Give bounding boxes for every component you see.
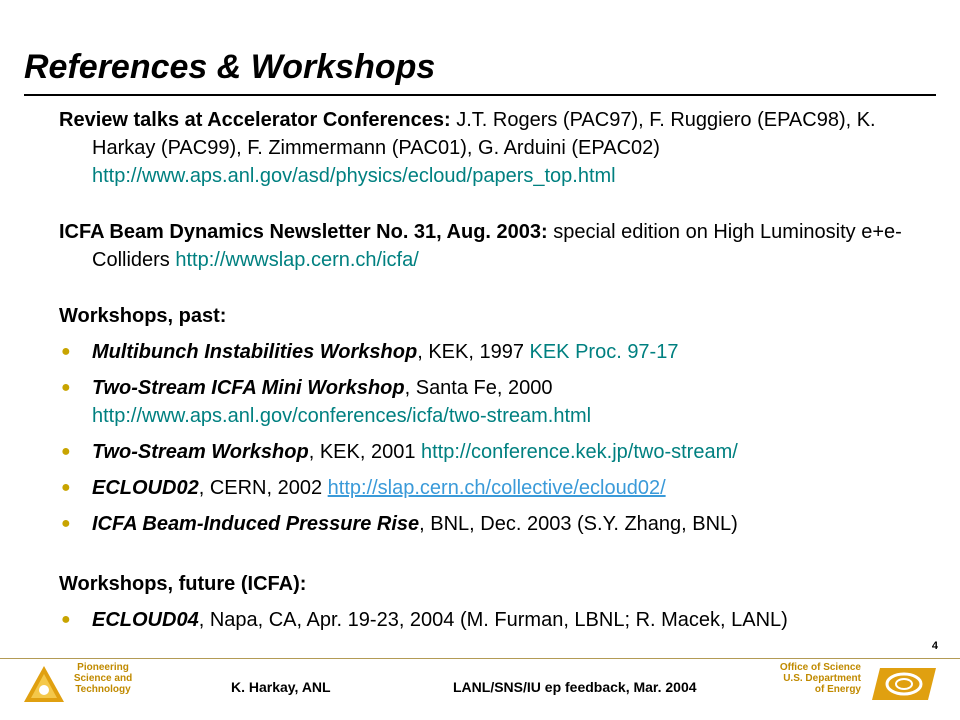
list-item — [59, 438, 939, 466]
footer-event: LANL/SNS/IU ep feedback, Mar. 2004 — [453, 679, 697, 695]
workshop-name: ICFA Beam-Induced Pressure Rise — [92, 513, 420, 535]
review-talks-text: J.T. Rogers (PAC97), F. Ruggiero (EPAC98), K. Harkay (PAC99), F. Zimmermann (PAC01), G. Arduini (EPAC02) — [92, 109, 876, 159]
bullet-icon: ● — [61, 479, 71, 496]
argonne-logo-icon — [22, 664, 66, 704]
bullet-icon: ● — [61, 379, 71, 396]
workshop-details: , KEK, 1997 — [417, 341, 530, 363]
workshop-details: , CERN, 2002 — [198, 477, 328, 499]
workshop-name: ECLOUD02 — [92, 477, 199, 499]
workshop-details: , BNL, Dec. 2003 (S.Y. Zhang, BNL) — [419, 513, 738, 535]
footer-divider — [0, 658, 960, 659]
workshop-details: , KEK, 2001 — [308, 441, 421, 463]
list-item — [59, 374, 939, 430]
icfa-newsletter-link[interactable]: http://wwwslap.cern.ch/icfa/ — [175, 249, 419, 271]
title-divider — [24, 94, 936, 96]
list-item — [59, 606, 939, 634]
workshop-link[interactable]: KEK Proc. 97-17 — [529, 341, 679, 363]
bullet-icon: ● — [61, 515, 71, 532]
review-talks-label: Review talks at Accelerator Conferences: — [59, 109, 451, 131]
list-item — [59, 474, 939, 502]
workshop-name: ECLOUD04 — [92, 609, 199, 631]
review-talks-link[interactable]: http://www.aps.anl.gov/asd/physics/ecloud/papers_top.html — [92, 165, 616, 187]
bullet-icon: ● — [61, 343, 71, 360]
doe-logo-icon — [870, 664, 938, 704]
review-talks-paragraph — [59, 106, 939, 190]
workshop-details: , Santa Fe, 2000 — [404, 377, 553, 399]
page-title: References & Workshops — [24, 48, 436, 86]
workshop-name: Two-Stream ICFA Mini Workshop — [92, 377, 405, 399]
workshops-past-heading: Workshops, past: — [59, 305, 227, 327]
bullet-icon: ● — [61, 611, 71, 628]
workshop-link[interactable]: http://www.aps.anl.gov/conferences/icfa/two-stream.html — [92, 405, 592, 427]
doe-office: Office of Science U.S. Department of Energy — [779, 662, 861, 695]
workshops-past-list — [59, 338, 939, 538]
icfa-newsletter-paragraph — [59, 218, 939, 274]
icfa-newsletter-text: special edition on High Luminosity e+e- Colliders — [92, 221, 902, 271]
footer-author: K. Harkay, ANL — [231, 679, 331, 695]
slide-content — [59, 106, 939, 642]
tagline: Pioneering Science and Technology — [73, 662, 133, 695]
page-number: 4 — [931, 640, 938, 652]
list-item — [59, 510, 939, 538]
workshops-future-list — [59, 606, 939, 634]
icfa-newsletter-label: ICFA Beam Dynamics Newsletter No. 31, Aug. 2003: — [59, 221, 548, 243]
bullet-icon: ● — [61, 443, 71, 460]
workshop-name: Multibunch Instabilities Workshop — [92, 341, 418, 363]
list-item — [59, 338, 939, 366]
workshop-details: , Napa, CA, Apr. 19-23, 2004 (M. Furman, LBNL; R. Macek, LANL) — [198, 609, 788, 631]
workshops-future-heading: Workshops, future (ICFA): — [59, 573, 307, 595]
workshop-link[interactable]: http://slap.cern.ch/collective/ecloud02/ — [327, 477, 666, 499]
workshop-name: Two-Stream Workshop — [92, 441, 309, 463]
workshop-link[interactable]: http://conference.kek.jp/two-stream/ — [421, 441, 738, 463]
